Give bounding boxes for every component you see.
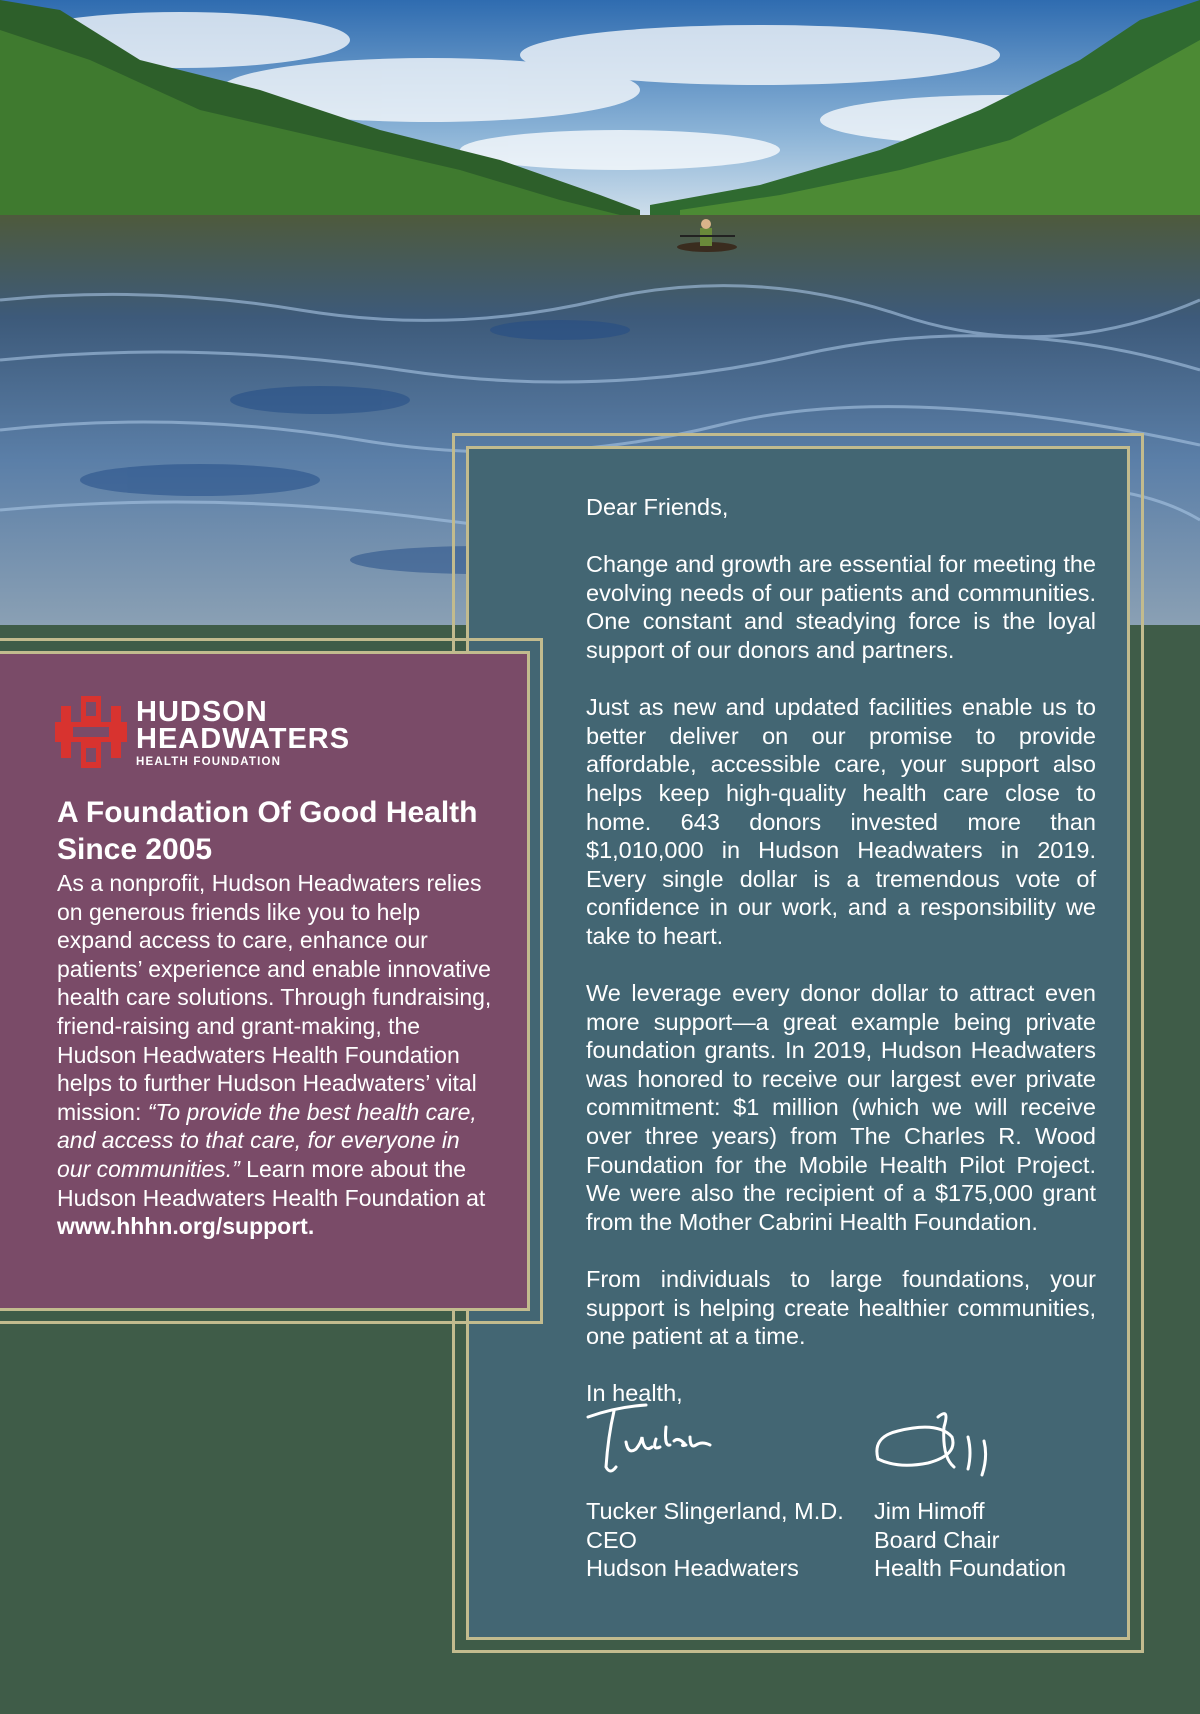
- signer-board-chair: [874, 1397, 1144, 1583]
- logo-cross-mark-icon: [55, 696, 127, 768]
- signatures: [586, 1397, 1106, 1597]
- letter-body: [586, 493, 1096, 1437]
- signer-ceo: [586, 1397, 856, 1583]
- mission-quote: “To provide the best health care, and access to that care, for everyone in our communities.”: [57, 1098, 477, 1182]
- letter-closing: In health,: [586, 1380, 683, 1407]
- foundation-description: [57, 869, 497, 1241]
- signer-org: Health Foundation: [874, 1555, 1067, 1582]
- signer-org: Hudson Headwaters: [586, 1555, 799, 1582]
- logo-text-headwaters: HEADWATERS: [136, 723, 351, 755]
- foundation-intro-text: As a nonprofit, Hudson Headwaters relies on generous friends like you to help expand access to care, enhance our patients’ experience and enable innovative health care solutions. Through fundraising, friend-raising and grant-making, the Hudson Headwaters Health Foundation helps to further Hudson Headwaters’ vital mission:: [57, 870, 492, 1125]
- letter-greeting: Dear Friends,: [586, 494, 729, 520]
- logo-text-hudson: HUDSON: [136, 696, 268, 728]
- signature-tucker: [586, 1397, 736, 1487]
- foundation-panel: [0, 651, 530, 1311]
- foundation-title: A Foundation Of Good Health Since 2005: [57, 796, 478, 866]
- foundation-learn-more-text: Learn more about the Hudson Headwaters Health Foundation at: [57, 1155, 486, 1211]
- signer-title: CEO: [586, 1526, 637, 1553]
- signer-name: Tucker Slingerland, M.D.: [586, 1498, 844, 1524]
- hudson-headwaters-logo: [55, 696, 375, 768]
- logo-text-health-foundation: HEALTH FOUNDATION: [136, 756, 282, 768]
- letter-paragraph: Just as new and updated facilities enable us to better deliver on our promise to provide affordable, accessible care, your support also helps keep high-quality health care close to home. 643 donors invested more than $1,010,000 in Hudson Headwaters in 2019. Every single dollar is a tremendous vote of confidence in our work, and a responsibility we take to heart.: [586, 694, 1096, 949]
- signer-title: Board Chair: [874, 1526, 1000, 1553]
- signature-jim: [868, 1397, 1018, 1487]
- letter-paragraph: From individuals to large foundations, your support is helping create healthier communities, one patient at a time.: [586, 1266, 1096, 1350]
- support-link[interactable]: www.hhhn.org/support.: [57, 1213, 315, 1240]
- signer-name: Jim Himoff: [874, 1498, 985, 1524]
- letter-paragraph: Change and growth are essential for meeting the evolving needs of our patients and communities. One constant and steadying force is the loyal support of our donors and partners.: [586, 551, 1096, 663]
- letter-paragraph: We leverage every donor dollar to attract even more support—a great example being private foundation grants. In 2019, Hudson Headwaters was honored to receive our largest ever private commitment: $1 million (which we will receive over three years) from The Charles R. Wood Foundation for the Mobile Health Pilot Project. We were also the recipient of a $175,000 grant from the Mother Cabrini Health Foundation.: [586, 980, 1096, 1235]
- letter-panel: [466, 446, 1130, 1640]
